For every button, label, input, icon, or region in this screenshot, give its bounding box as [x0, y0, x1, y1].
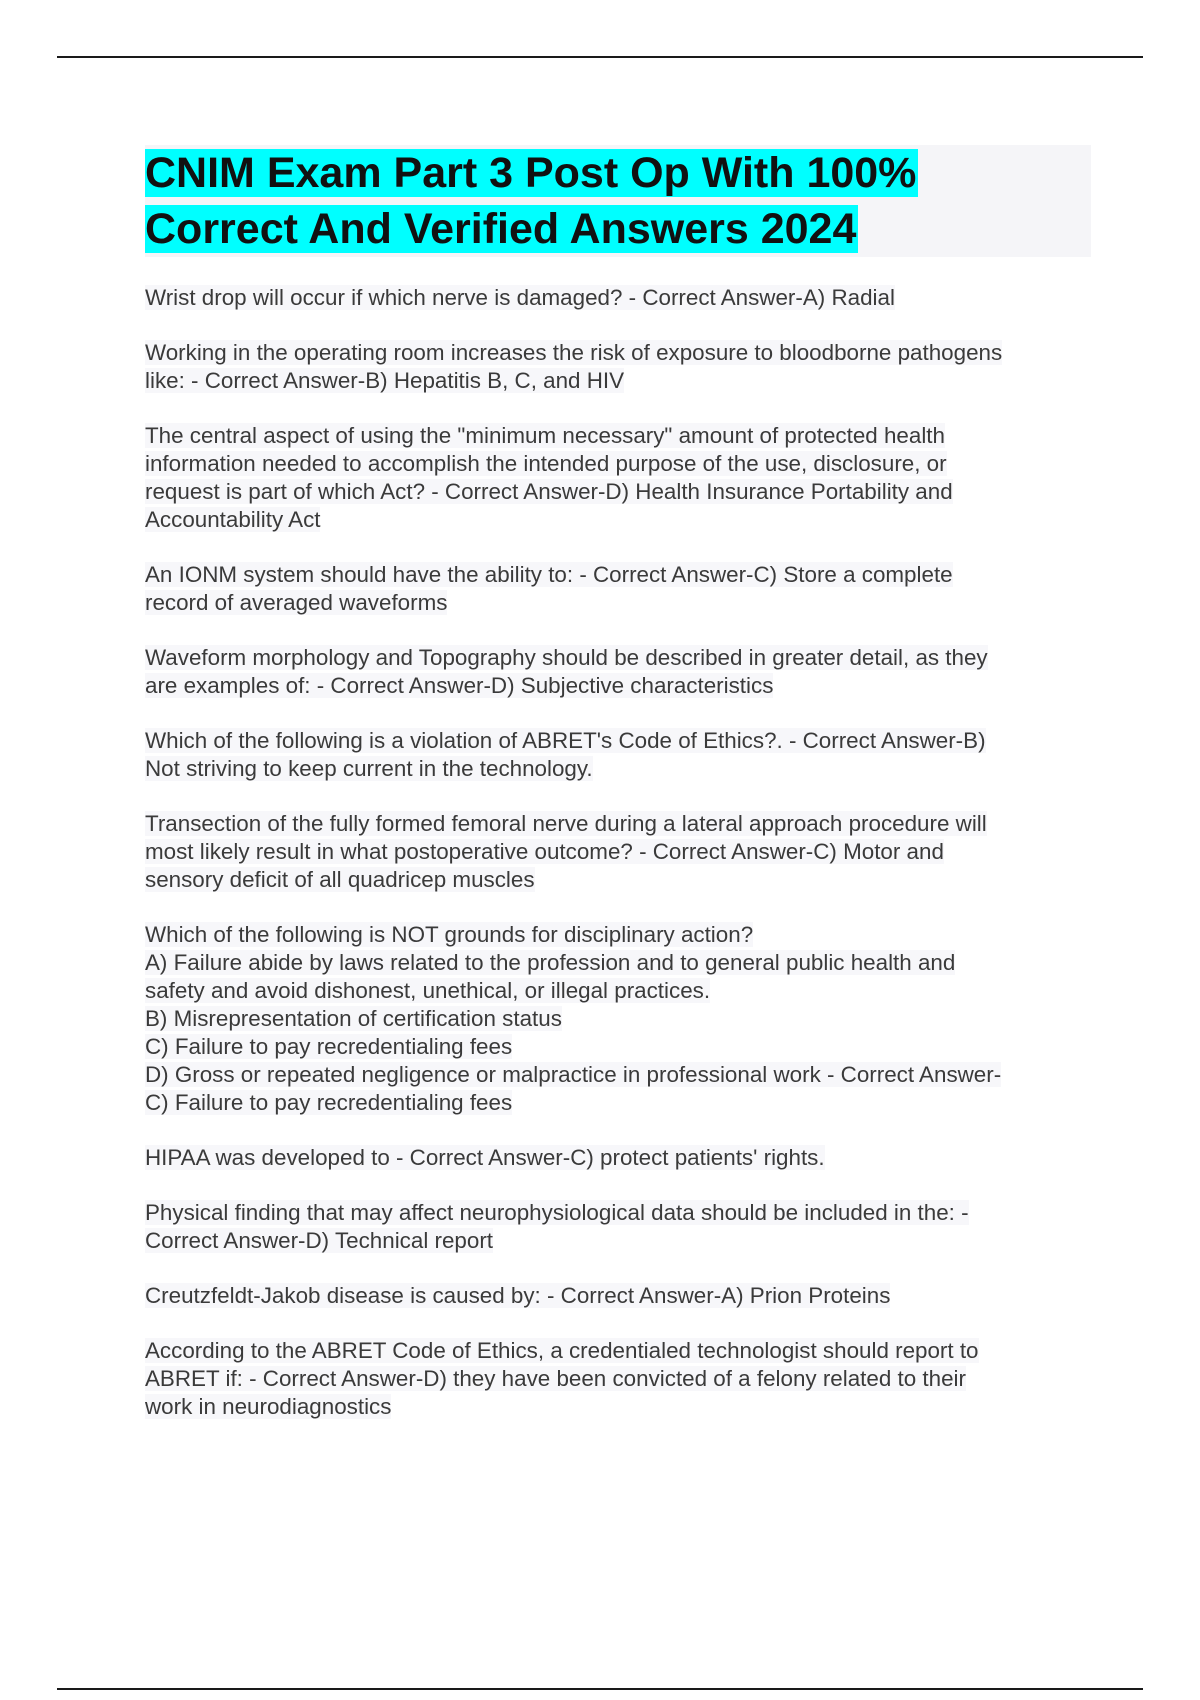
- qa-line: like: - Correct Answer-B) Hepatitis B, C, and HIV: [145, 368, 625, 393]
- qa-line: information needed to accomplish the intended purpose of the use, disclosure, or: [145, 451, 947, 476]
- qa-line: Which of the following is NOT grounds for disciplinary action?: [145, 922, 754, 947]
- question-list: [145, 284, 1095, 1448]
- qa-item: [145, 1199, 1095, 1255]
- qa-item: [145, 810, 1095, 894]
- qa-item: [145, 561, 1095, 617]
- qa-line: Accountability Act: [145, 507, 321, 532]
- page-top-rule: [57, 56, 1143, 58]
- qa-line: Creutzfeldt-Jakob disease is caused by: - Correct Answer-A) Prion Proteins: [145, 1283, 891, 1308]
- qa-line: A) Failure abide by laws related to the profession and to general public health and: [145, 950, 956, 975]
- qa-line: C) Failure to pay recredentialing fees: [145, 1090, 513, 1115]
- page-bottom-rule: [57, 1688, 1143, 1690]
- qa-line: C) Failure to pay recredentialing fees: [145, 1034, 513, 1059]
- document-title: [145, 145, 1091, 257]
- qa-line: An IONM system should have the ability to: - Correct Answer-C) Store a complete: [145, 562, 953, 587]
- qa-line: most likely result in what postoperative outcome? - Correct Answer-C) Motor and: [145, 839, 944, 864]
- qa-line: Physical finding that may affect neurophysiological data should be included in the: -: [145, 1200, 969, 1225]
- qa-line: work in neurodiagnostics: [145, 1394, 392, 1419]
- qa-line: request is part of which Act? - Correct Answer-D) Health Insurance Portability and: [145, 479, 953, 504]
- qa-line: The central aspect of using the "minimum necessary" amount of protected health: [145, 423, 945, 448]
- qa-line: Transection of the fully formed femoral nerve during a lateral approach procedure will: [145, 811, 987, 836]
- qa-line: According to the ABRET Code of Ethics, a credentialed technologist should report to: [145, 1338, 979, 1363]
- qa-line: B) Misrepresentation of certification status: [145, 1006, 562, 1031]
- qa-line: Correct Answer-D) Technical report: [145, 1228, 494, 1253]
- title-line: CNIM Exam Part 3 Post Op With 100%: [145, 149, 917, 197]
- qa-line: Not striving to keep current in the technology.: [145, 756, 593, 781]
- qa-line: Wrist drop will occur if which nerve is damaged? - Correct Answer-A) Radial: [145, 285, 895, 310]
- qa-line: HIPAA was developed to - Correct Answer-C) protect patients' rights.: [145, 1145, 825, 1170]
- qa-item: [145, 1282, 1095, 1310]
- qa-item: [145, 727, 1095, 783]
- title-line: Correct And Verified Answers 2024: [145, 205, 857, 253]
- qa-item: [145, 921, 1095, 1117]
- qa-line: Waveform morphology and Topography should be described in greater detail, as they: [145, 645, 988, 670]
- qa-line: safety and avoid dishonest, unethical, or illegal practices.: [145, 978, 711, 1003]
- qa-line: Which of the following is a violation of ABRET's Code of Ethics?. - Correct Answer-B): [145, 728, 986, 753]
- qa-item: [145, 644, 1095, 700]
- title-block: [145, 145, 1091, 257]
- qa-item: [145, 422, 1095, 534]
- qa-item: [145, 1337, 1095, 1421]
- qa-item: [145, 1144, 1095, 1172]
- qa-line: ABRET if: - Correct Answer-D) they have been convicted of a felony related to their: [145, 1366, 966, 1391]
- qa-item: [145, 284, 1095, 312]
- qa-line: sensory deficit of all quadricep muscles: [145, 867, 535, 892]
- qa-line: D) Gross or repeated negligence or malpractice in professional work - Correct Answer-: [145, 1062, 1002, 1087]
- qa-line: are examples of: - Correct Answer-D) Subjective characteristics: [145, 673, 774, 698]
- qa-item: [145, 339, 1095, 395]
- qa-line: record of averaged waveforms: [145, 590, 448, 615]
- qa-line: Working in the operating room increases the risk of exposure to bloodborne pathogens: [145, 340, 1003, 365]
